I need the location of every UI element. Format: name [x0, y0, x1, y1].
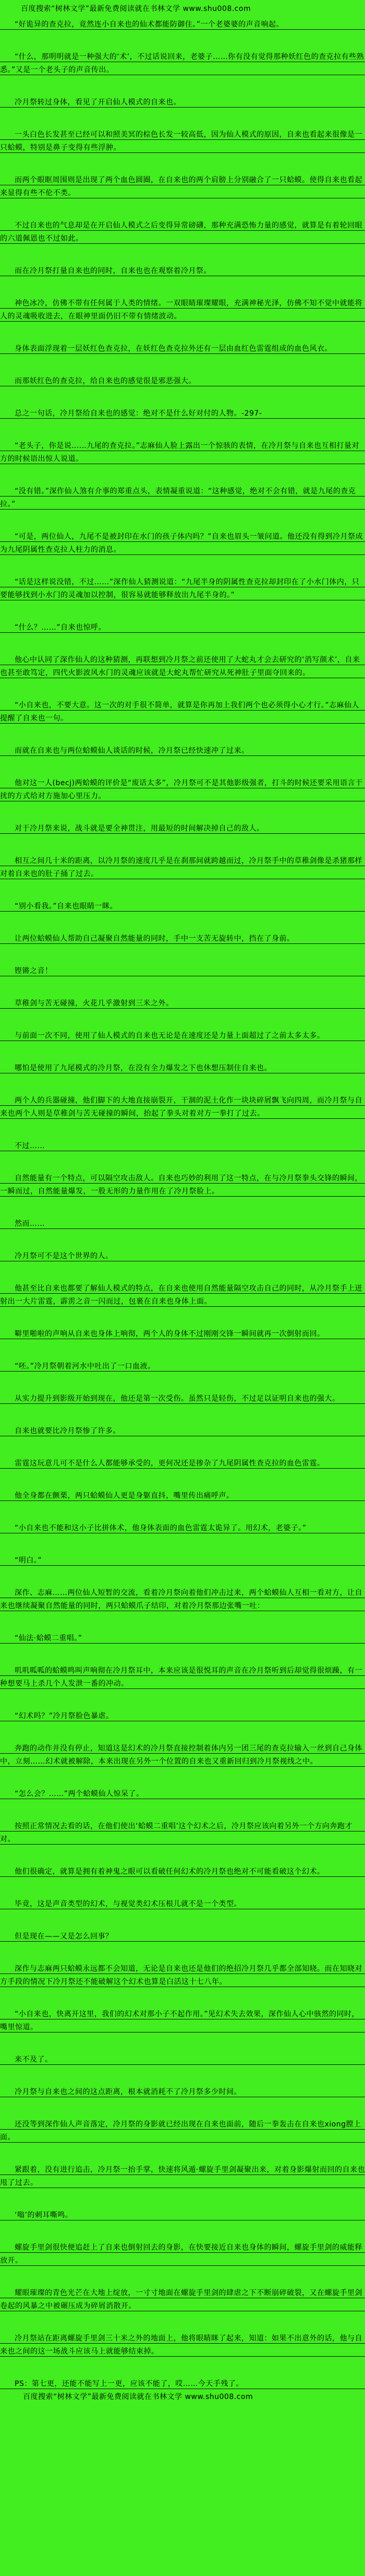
novel-paragraph: “小自来也，快离开这里，我们的幻术对那小子不起作用。”见幻术失去效果，深作仙人心中骇然的同时，嘴里惊道。 — [0, 2008, 365, 2034]
novel-paragraph: 他对这一人(becj)两蛤蟆的评价是“废话太多”，冷月祭可不是其他影级强者，打斗的时候还要采用语言干扰的方式给对方施加心里压力。 — [0, 777, 365, 803]
novel-paragraph: “明白。” — [0, 1554, 365, 1567]
novel-paragraph: 一头白色长发甚至已经可以和照美冥的棕色长发一较高低，因为仙人模式的原因，自来也看起来很像是一只蛤蟆，特别是鼻子变得有些浮肿。 — [0, 128, 365, 155]
novel-paragraph: “小自来也，不要大意。这一次的对手很不简单，就算是你再加上我们两个也必须得小心才行。”志麻仙人提醒了自来也一句。 — [0, 699, 365, 725]
novel-paragraph: 紧跟着，没有进行追击，冷月祭一抬手掌，快速将风遁·螺旋手里剑凝聚出来，对着身影爆射而回的自来也甩了过去。 — [0, 2164, 365, 2190]
novel-paragraph: “话是这样说没错，不过……”深作仙人猜测说道：“九尾半身的阴属性查克拉却封印在了小水门体内，只要能够找到小水门的灵魂加以控制，很容易就能够释放出九尾半身的。” — [0, 576, 365, 602]
novel-paragraph: 雷霆这玩意儿可不是什么人都能够承受的，更何况还是掺杂了九尾阴属性查克拉的血色雷霆。 — [0, 1457, 365, 1470]
novel-paragraph: “仙法·蛤蟆二重唱。” — [0, 1632, 365, 1645]
novel-paragraph: 冷月祭转过身体，看见了开启仙人模式的自来也。 — [0, 96, 365, 109]
novel-paragraph: 他甚至比自来也都要了解仙人模式的特点，在自来也使用自然能量隔空攻击自己的同时，从冷月祭手上迸射出一大片雷霆，霹雳之音一闪而过，包裹在自来也身体上面。 — [0, 1282, 365, 1308]
novel-paragraph: 深作与志麻两只蛤蟆永远都不会知道，无论是自来也还是他们的绝招冷月祭几乎都全部知晓。而在知晓对方手段的情况下冷月祭还不能破解这个幻术也算是白活这十七八年。 — [0, 1963, 365, 1989]
novel-paragraph: 铿锵之音！ — [0, 965, 365, 978]
novel-paragraph: “没有错。”深作仙人煞有介事的郑重点头，表情凝重说道：“这种感觉，绝对不会有错，就是九尾的查克拉。” — [0, 485, 365, 511]
novel-paragraph: “什么，那明明就是一种强大的‘术’，不过话说回来，老婆子……你有没有觉得那种妖红色的查克拉有些熟悉。”又是一个老头子的声音传出。 — [0, 51, 365, 77]
novel-paragraph: “好诡异的查克拉，竟然连小自来也的仙术都能防御住。”一个老婆婆的声音响起。 — [0, 18, 365, 31]
novel-paragraph: PS：第七更，还能不能写上一更，应该不能了，哎……今天手残了。 — [0, 2378, 365, 2391]
novel-paragraph: 螺旋手里剑很快便追赶上了自来也倒射回去的身影，在快要接近自来也身体的瞬间，螺旋手里剑的威能释放开。 — [0, 2241, 365, 2267]
header-site-notice: 百度搜索“树林文学”最新免费阅读就在书林文学 www.shu008.com — [21, 5, 251, 13]
novel-paragraph: 让两位蛤蟆仙人帮助自己凝聚自然能量的同时，手中一支苦无旋转中，挡在了身前。 — [0, 932, 365, 946]
novel-paragraph: 与前面一次不同，使用了仙人模式的自来也无论是在速度还是力量上面超过了之前太多太多。 — [0, 1030, 365, 1043]
novel-paragraph: 耀眼璀璨的青色光芒在大地上绽放，一寸寸地面在螺旋手里剑的肆虐之下不断崩碎破裂，又在螺旋手里剑卷起的风暴之中被碾压成为碎屑消散开。 — [0, 2287, 365, 2313]
novel-paragraph: 而在冷月祭打量自来也的同时，自来也也在观察着冷月祭。 — [0, 265, 365, 278]
novel-paragraph: 从实力提升到影级开始到现在，他还是第一次受伤。虽然只是轻伤，不过足以证明自来也的强大。 — [0, 1392, 365, 1405]
novel-paragraph: 噼里啪啦的声响从自来也身体上响彻，两个人的身体不过刚刚交锋一瞬间就再一次倒射而回。 — [0, 1328, 365, 1341]
novel-paragraph: “别小看我。”自来也眼睛一眯。 — [0, 900, 365, 913]
novel-paragraph: 相互之间几十米的距离，以冷月祭的速度几乎是在刹那间就跨越而过，冷月祭手中的草稚剑像是杀猪那样对着自来也的肚子捅了过去。 — [0, 855, 365, 881]
novel-paragraph: “怎么会？……”两个蛤蟆仙人惊呆了。 — [0, 1788, 365, 1801]
novel-paragraph: 他全身都在颤栗，两只蛤蟆仙人更是身躯直抖，嘴里传出痛呼声。 — [0, 1490, 365, 1503]
novel-paragraph: “幻术吗？”冷月祭脸色暴虐。 — [0, 1710, 365, 1723]
novel-paragraph: 按照正常情况去看的话，在他们使出‘蛤蟆二重唱’这个幻术之后，冷月祭应该向着另外一个方向奔跑才对。 — [0, 1820, 365, 1846]
novel-paragraph: 还没等到深作仙人声音落定，冷月祭的身影就已经出现在自来也面前，随后一拳轰击在自来也xiong膛上面。 — [0, 2118, 365, 2144]
novel-paragraph: 冷月祭可不是这个世界的人。 — [0, 1250, 365, 1263]
novel-paragraph: 冷月祭与自来也之间的这点距离，根本就消耗不了冷月祭多少时间。 — [0, 2086, 365, 2099]
paragraph-list — [0, 18, 365, 2391]
novel-paragraph: 哪怕是使用了九尾模式的冷月祭，在没有全力爆发之下也休想压制住自来也。 — [0, 1062, 365, 1075]
novel-paragraph: “呸。”冷月祭朝着河水中吐出了一口血液。 — [0, 1360, 365, 1373]
novel-paragraph: 不过…… — [0, 1140, 365, 1153]
novel-paragraph: “老头子，你是说……九尾的查克拉。”志麻仙人脸上露出一个惊骇的表情，在冷月祭与自来也互相打量对方的时候语出惊人说道。 — [0, 440, 365, 466]
novel-paragraph: 神色冰冷，仿佛不带有任何属于人类的情绪。一双眼睛璀璨耀眼，充满神秘光泽，仿佛不知不觉中就能将人的灵魂吸收进去，在眼神里面仍旧不带有情绪波动。 — [0, 297, 365, 323]
novel-paragraph: 他心中认同了深作仙人的这种猜测，再联想到冷月祭之前还使用了大蛇丸才会去研究的‘消写颜术’，自来也甚至敢笃定，四代火影波风水门的灵魂应该就是大蛇丸帮忙研究从死神肚子里面夺回来的。 — [0, 654, 365, 680]
novel-paragraph: 然而…… — [0, 1218, 365, 1231]
novel-paragraph: 两个人的兵器碰撞，他们脚下的大地直接崩裂开，干涸的泥土化作一块块碎屑飘飞向四周，而冷月祭与自来也两个人则是草稚剑与苦无碰撞的瞬间，抬起了拳头对着对方一拳打了过去。 — [0, 1094, 365, 1120]
novel-paragraph: 叽叽呱呱的蛤蟆鸣叫声响彻在冷月祭耳中，本来应该是很悦耳的声音在冷月祭听到后却觉得很烦躁，有一种想要马上杀几个人发泄一番的冲动。 — [0, 1664, 365, 1691]
novel-paragraph: 他们很确定，就算是拥有着神鬼之眼可以看破任何幻术的冷月祭也绝对不可能看破这个幻术。 — [0, 1865, 365, 1878]
novel-paragraph: 毕竟，这是声音类型的幻术，与视觉类幻术压根儿就不是一个类型。 — [0, 1898, 365, 1911]
novel-paragraph: 但是现在——又是怎么回事？ — [0, 1930, 365, 1943]
novel-paragraph: 身体表面浮现着一层妖红色查克拉，在妖红色查克拉外还有一层由血红色雷霆组成的血色风衣。 — [0, 342, 365, 356]
novel-paragraph: 来不及了。 — [0, 2053, 365, 2066]
novel-paragraph: 而两个眼眶周围则是出现了两个血色圆圈，在自来也的两个肩膀上分别融合了一只蛤蟆。使得自来也看起来显得有些不伦不类。 — [0, 174, 365, 200]
novel-paragraph: “小自来也不能和这小子比拼体术，他身体表面的血色雷霆太诡异了。用幻术，老婆子。” — [0, 1522, 365, 1535]
novel-paragraph: 不过自来也的气息却是在开启仙人模式之后变得异常磅礴，那种充满恐怖力量的感觉，就算是有着轮回眼的六道佩恩也不过如此。 — [0, 219, 365, 245]
novel-paragraph: 自然能量有一个特点，可以隔空攻击敌人。自来也巧妙的利用了这一特点，在与冷月祭拳头交锋的瞬间，一瞬而过，自然能量爆发，一股无形的力量作用在了冷月祭脸上。 — [0, 1172, 365, 1198]
novel-paragraph: 草稚剑与苦无碰撞，火花几乎激射到三米之外。 — [0, 997, 365, 1010]
novel-paragraph: ‘嗡’的刺耳嘶鸣。 — [0, 2209, 365, 2222]
novel-paragraph: 深作、志麻……两位仙人短暂的交流，看着冷月祭向着他们冲击过来，两个蛤蟆仙人互相一看对方，让自来也继续凝聚自然能量的同时，两只蛤蟆爪子结印，对着冷月祭那边张嘴一吐： — [0, 1587, 365, 1613]
novel-paragraph: “什么？……”自来也惊呼。 — [0, 621, 365, 634]
footer-site-notice: 百度搜索“树林文学”最新免费阅读就在书林文学 www.shu008.com — [23, 2393, 253, 2401]
novel-paragraph: “可是，两位仙人，九尾不是被封印在水门的孩子体内吗？”自来也眉头一皱问道。他还没有得到冷月祭成为九尾阴属性查克拉人柱力的消息。 — [0, 530, 365, 557]
novel-paragraph: 总之一句话，冷月祭给自来也的感觉：绝对不是什么好对付的人物。-297- — [0, 407, 365, 420]
novel-paragraph: 而就在自来也与两位蛤蟆仙人谈话的时候，冷月祭已经快速冲了过来。 — [0, 745, 365, 758]
novel-paragraph: 冷月祭站在距离螺旋手里剑三十米之外的地面上，他将眼睛眯了起来，知道：如果不出意外的话，他与自来也之间的这一场战斗应该马上就能够结束掉。 — [0, 2332, 365, 2358]
novel-paragraph: 奔跑的动作并没有停止，知道这是幻术的冷月祭直接控制着体内另一团三尾的查克拉输入一丝到自己身体中，立刻……幻术就被解除，本来出现在另外一个位置的自来也又重新回归到冷月祭视线之中。 — [0, 1742, 365, 1768]
novel-paragraph: 对于冷月祭来说，战斗就是要全神贯注，用最短的时间解决掉自己的敌人。 — [0, 822, 365, 835]
novel-paragraph: 自来也就要比冷月祭惨了许多。 — [0, 1425, 365, 1438]
novel-paragraph: 而那妖红色的查克拉，给自来也的感觉很是邪恶强大。 — [0, 375, 365, 388]
